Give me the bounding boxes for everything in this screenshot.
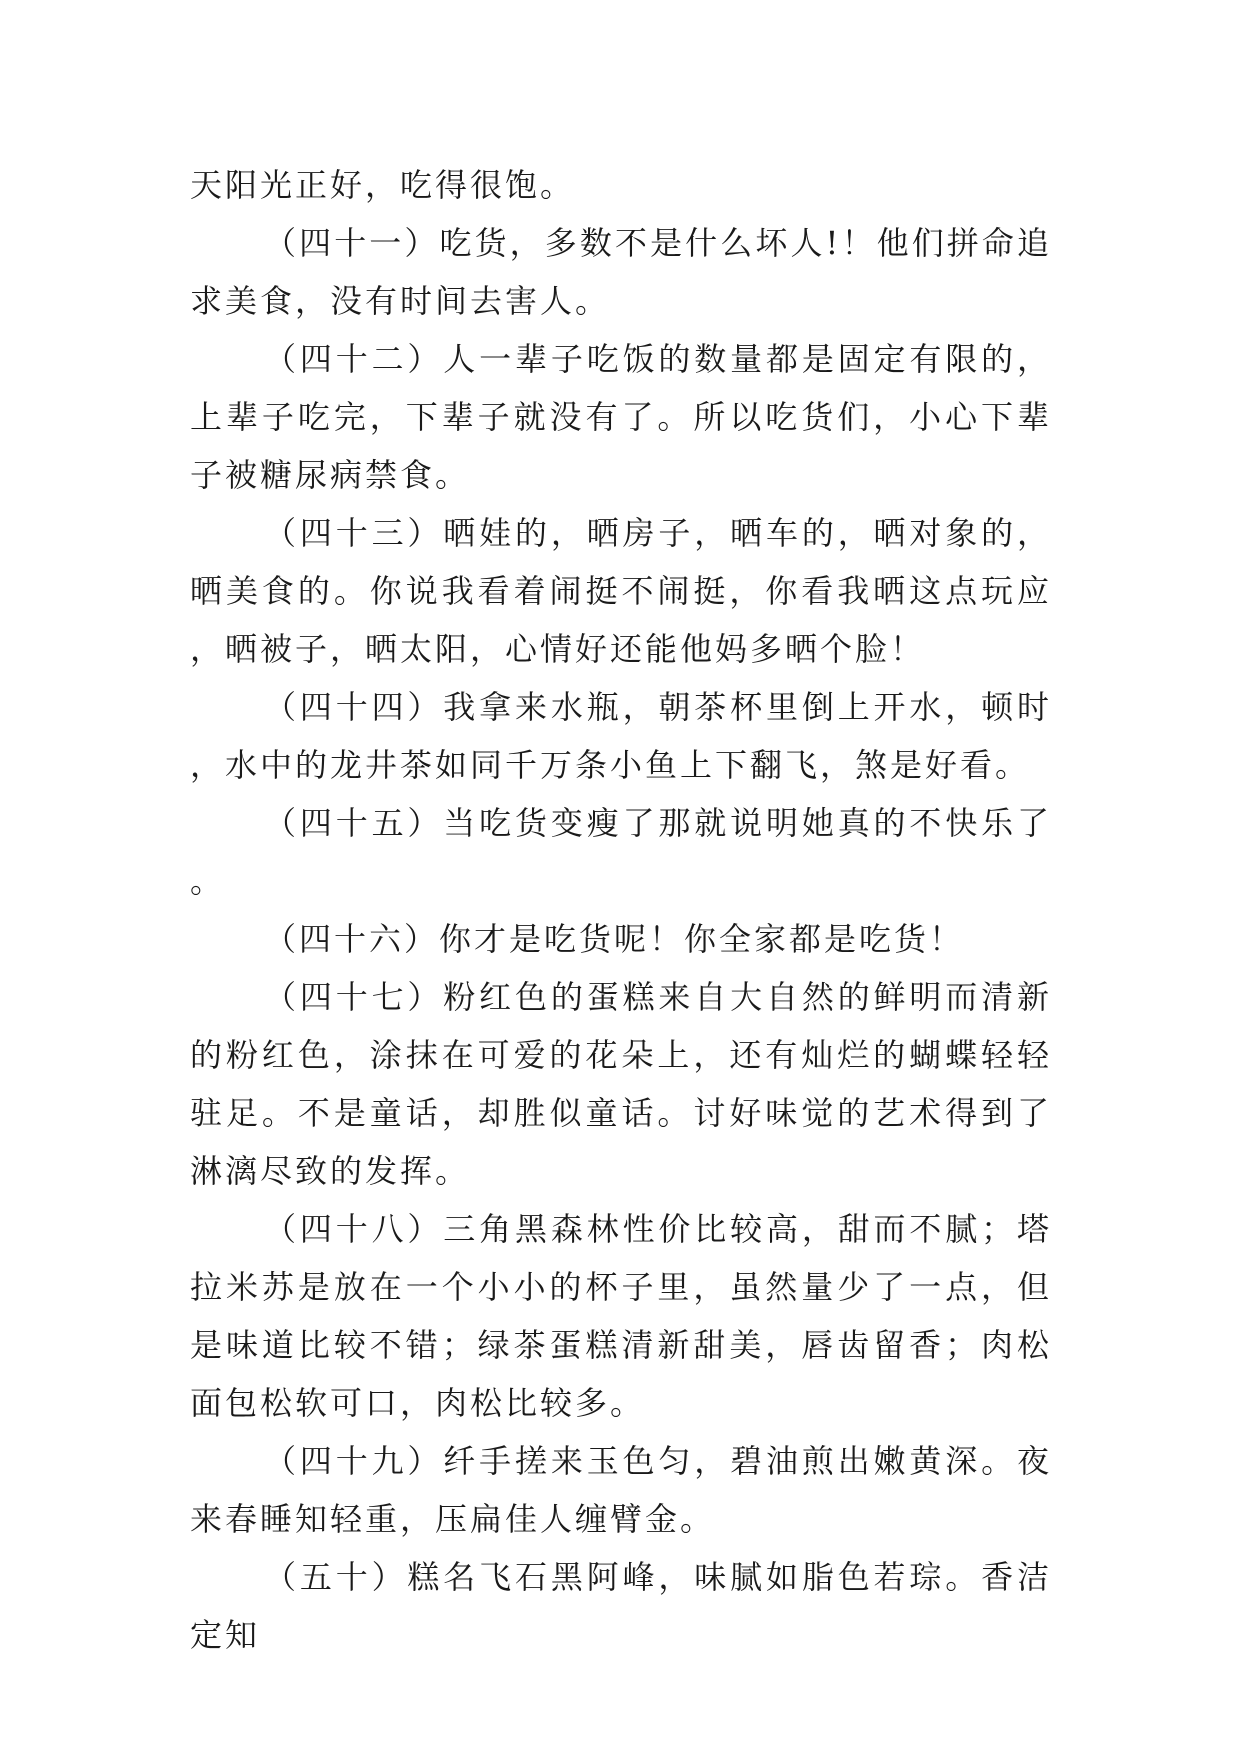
paragraph: （四十九）纤手搓来玉色匀，碧油煎出嫩黄深。夜来春睡知轻重，压扁佳人缠臂金。 bbox=[190, 1442, 1052, 1538]
paragraph: （四十四）我拿来水瓶，朝茶杯里倒上开水，顿时，水中的龙井茶如同千万条小鱼上下翻飞，煞是好看。 bbox=[190, 688, 1052, 784]
document-body bbox=[190, 156, 1052, 1664]
paragraph: （四十一）吃货，多数不是什么坏人!！他们拼命追求美食，没有时间去害人。 bbox=[190, 224, 1052, 320]
paragraph: （四十七）粉红色的蛋糕来自大自然的鲜明而清新的粉红色，涂抹在可爱的花朵上，还有灿烂的蝴蝶轻轻驻足。不是童话，却胜似童话。讨好味觉的艺术得到了淋漓尽致的发挥。 bbox=[190, 978, 1052, 1190]
paragraph: （四十三）晒娃的，晒房子，晒车的，晒对象的，晒美食的。你说我看着闹挺不闹挺，你看我晒这点玩应，晒被子，晒太阳，心情好还能他妈多晒个脸！ bbox=[190, 514, 1052, 668]
paragraph: 天阳光正好，吃得很饱。 bbox=[190, 166, 576, 204]
paragraph: （四十八）三角黑森林性价比较高，甜而不腻；塔拉米苏是放在一个小小的杯子里，虽然量少了一点，但是味道比较不错；绿茶蛋糕清新甜美，唇齿留香；肉松面包松软可口，肉松比较多。 bbox=[190, 1210, 1052, 1422]
paragraph: （五十）糕名飞石黑阿峰，味腻如脂色若琮。香洁定知 bbox=[190, 1558, 1052, 1654]
paragraph: （四十六）你才是吃货呢！你全家都是吃货！ bbox=[264, 920, 965, 958]
paragraph: （四十五）当吃货变瘦了那就说明她真的不快乐了。 bbox=[190, 804, 1052, 900]
paragraph: （四十二）人一辈子吃饭的数量都是固定有限的，上辈子吃完，下辈子就没有了。所以吃货们，小心下辈子被糖尿病禁食。 bbox=[190, 340, 1052, 494]
